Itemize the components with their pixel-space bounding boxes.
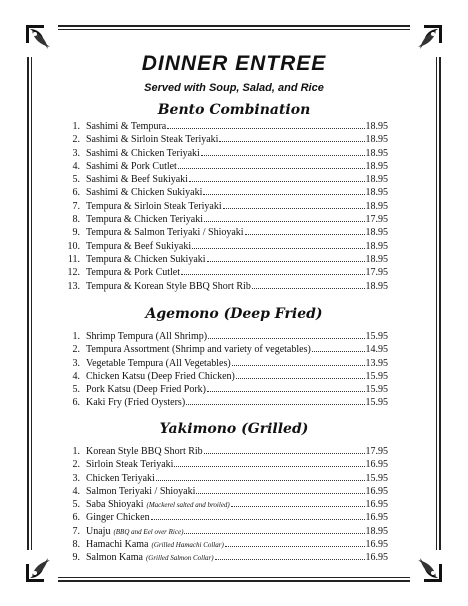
menu-list-agemono	[62, 331, 388, 411]
menu-list-bento	[62, 121, 388, 294]
page-subtitle: Served with Soup, Salad, and Rice	[144, 82, 324, 94]
item-name: Tempura Assortment (Shrimp and variety of vegetables)	[86, 344, 311, 356]
item-number: 3.	[72, 472, 80, 484]
dot-leader	[184, 526, 364, 534]
item-price: 16.95	[365, 552, 388, 564]
item-note: (BBQ and Eel over Rice)	[113, 527, 184, 536]
item-number: 3.	[72, 147, 80, 159]
item-name: Tempura & Korean Style BBQ Short Rib	[86, 280, 251, 292]
dot-leader	[167, 121, 364, 129]
menu-item	[62, 174, 388, 187]
item-name: Chicken Katsu (Deep Fried Chicken)	[86, 370, 235, 382]
menu-item	[62, 201, 388, 214]
item-number: 7.	[72, 525, 80, 537]
menu-item	[62, 134, 388, 147]
dot-leader	[207, 254, 365, 262]
menu-item	[62, 241, 388, 254]
item-price: 18.95	[365, 174, 388, 186]
item-price: 18.95	[365, 280, 388, 292]
item-number: 6.	[72, 187, 80, 199]
item-number: 8.	[72, 539, 80, 551]
menu-item	[62, 344, 388, 357]
item-price: 15.95	[365, 397, 388, 409]
dot-leader	[225, 539, 365, 547]
item-name: Tempura & Chicken Teriyaki	[86, 214, 203, 226]
item-price: 14.95	[365, 344, 388, 356]
section-title-yakimono: Yakimono (Grilled)	[159, 421, 309, 437]
menu-item	[62, 187, 388, 200]
item-number: 8.	[72, 214, 80, 226]
item-name: Sashimi & Tempura	[86, 121, 167, 132]
dot-leader	[208, 331, 364, 339]
menu-item	[62, 161, 388, 174]
item-name: Salmon Kama	[86, 552, 143, 564]
menu-item	[62, 254, 388, 267]
dot-leader	[203, 187, 364, 195]
item-name: Pork Katsu (Deep Fried Pork)	[86, 384, 206, 396]
item-name: Tempura & Beef Sukiyaki	[86, 240, 192, 252]
menu-item	[62, 148, 388, 161]
menu-list-yakimono	[62, 446, 388, 566]
item-name: Sashimi & Pork Cutlet	[86, 160, 177, 172]
item-number: 7.	[72, 200, 80, 212]
item-number: 2.	[72, 459, 80, 471]
menu-item	[62, 371, 388, 384]
dot-leader	[174, 459, 364, 467]
menu-item	[62, 214, 388, 227]
item-name: Saba Shioyaki	[86, 499, 144, 511]
item-number: 4.	[72, 485, 80, 497]
menu-item	[62, 499, 388, 512]
item-number: 13.	[67, 280, 80, 292]
item-number: 2.	[72, 134, 80, 146]
item-number: 9.	[72, 227, 80, 239]
item-name: Sashimi & Chicken Sukiyaki	[86, 187, 203, 199]
menu-item	[62, 358, 388, 371]
menu-item	[62, 446, 388, 459]
item-price: 16.95	[365, 499, 388, 511]
item-price: 18.95	[365, 134, 388, 146]
dot-leader	[186, 397, 364, 405]
item-name: Shrimp Tempura (All Shrimp)	[86, 331, 208, 342]
corner-ornament-icon	[24, 550, 58, 584]
item-number: 1.	[72, 121, 80, 132]
item-name: Tempura & Chicken Sukiyaki	[86, 253, 206, 265]
dot-leader	[312, 344, 365, 352]
item-name: Sashimi & Chicken Teriyaki	[86, 147, 200, 159]
dot-leader	[201, 148, 365, 156]
item-number: 5.	[72, 499, 80, 511]
item-number: 6.	[72, 397, 80, 409]
item-price: 18.95	[365, 253, 388, 265]
dot-leader	[252, 281, 365, 289]
item-number: 5.	[72, 174, 80, 186]
menu-item	[62, 512, 388, 525]
dot-leader	[232, 358, 365, 366]
dot-leader	[245, 227, 365, 235]
menu-item	[62, 526, 388, 539]
dot-leader	[151, 512, 365, 520]
item-number: 1.	[72, 446, 80, 457]
dot-leader	[215, 552, 365, 560]
menu-item	[62, 473, 388, 486]
section-title-bento: Bento Combination	[157, 102, 311, 118]
item-name: Unaju	[86, 525, 111, 537]
item-price: 17.95	[365, 446, 388, 457]
item-number: 1.	[72, 331, 80, 342]
dot-leader	[223, 201, 365, 209]
dot-leader	[204, 446, 365, 454]
item-price: 18.95	[365, 227, 388, 239]
item-number: 4.	[72, 370, 80, 382]
menu-item	[62, 227, 388, 240]
item-number: 4.	[72, 160, 80, 172]
dot-leader	[236, 371, 365, 379]
item-price: 15.95	[365, 370, 388, 382]
item-number: 12.	[67, 267, 80, 279]
menu-item	[62, 121, 388, 134]
dot-leader	[192, 241, 364, 249]
dot-leader	[189, 174, 365, 182]
item-name: Sashimi & Beef Sukiyaki	[86, 174, 188, 186]
item-number: 3.	[72, 357, 80, 369]
menu-item	[62, 384, 388, 397]
item-price: 15.95	[365, 384, 388, 396]
item-price: 16.95	[365, 459, 388, 471]
item-name: Tempura & Salmon Teriyaki / Shioyaki	[86, 227, 244, 239]
item-price: 17.95	[365, 214, 388, 226]
dot-leader	[204, 214, 365, 222]
item-name: Sirloin Steak Teriyaki	[86, 459, 174, 471]
item-number: 11.	[67, 253, 80, 265]
item-price: 16.95	[365, 539, 388, 551]
page-title: DINNER ENTREE	[141, 52, 327, 75]
item-price: 16.95	[365, 485, 388, 497]
dot-leader	[181, 267, 364, 275]
item-price: 15.95	[365, 331, 388, 342]
item-number: 6.	[72, 512, 80, 524]
item-name: Hamachi Kama	[86, 539, 149, 551]
menu-item	[62, 552, 388, 565]
dot-leader	[156, 473, 365, 481]
item-number: 2.	[72, 344, 80, 356]
menu-item	[62, 459, 388, 472]
item-note: (Grilled Salmon Collar)	[145, 554, 214, 563]
menu-item	[62, 267, 388, 280]
item-number: 10.	[67, 240, 80, 252]
item-price: 18.95	[365, 200, 388, 212]
item-name: Sashimi & Sirloin Steak Teriyaki	[86, 134, 219, 146]
dot-leader	[219, 134, 364, 142]
section-title-agemono: Agemono (Deep Fried)	[145, 306, 323, 322]
item-note: (Grilled Hamachi Collar)	[151, 541, 224, 550]
item-price: 18.95	[365, 121, 388, 132]
item-price: 18.95	[365, 160, 388, 172]
item-price: 18.95	[365, 187, 388, 199]
item-number: 5.	[72, 384, 80, 396]
item-note: (Mackerel salted and broiled)	[146, 501, 230, 510]
item-price: 17.95	[365, 267, 388, 279]
item-name: Vegetable Tempura (All Vegetables)	[86, 357, 231, 369]
item-name: Tempura & Sirloin Steak Teriyaki	[86, 200, 222, 212]
dot-leader	[207, 384, 365, 392]
menu-item	[62, 331, 388, 344]
item-name: Kaki Fry (Fried Oysters)	[86, 397, 186, 409]
dot-leader	[196, 486, 364, 494]
item-price: 13.95	[365, 357, 388, 369]
item-price: 18.95	[365, 147, 388, 159]
item-name: Korean Style BBQ Short Rib	[86, 446, 203, 457]
item-name: Tempura & Pork Cutlet	[86, 267, 181, 279]
item-number: 9.	[72, 552, 80, 564]
menu-item	[62, 539, 388, 552]
item-price: 15.95	[365, 472, 388, 484]
menu-item	[62, 397, 388, 410]
item-name: Ginger Chicken	[86, 512, 150, 524]
dot-leader	[231, 499, 365, 507]
item-price: 16.95	[365, 512, 388, 524]
menu-item	[62, 486, 388, 499]
dot-leader	[178, 161, 365, 169]
item-name: Salmon Teriyaki / Shioyaki	[86, 485, 196, 497]
corner-ornament-icon	[410, 550, 444, 584]
menu-item	[62, 281, 388, 294]
item-name: Chicken Teriyaki	[86, 472, 155, 484]
item-price: 18.95	[365, 240, 388, 252]
item-price: 18.95	[365, 525, 388, 537]
